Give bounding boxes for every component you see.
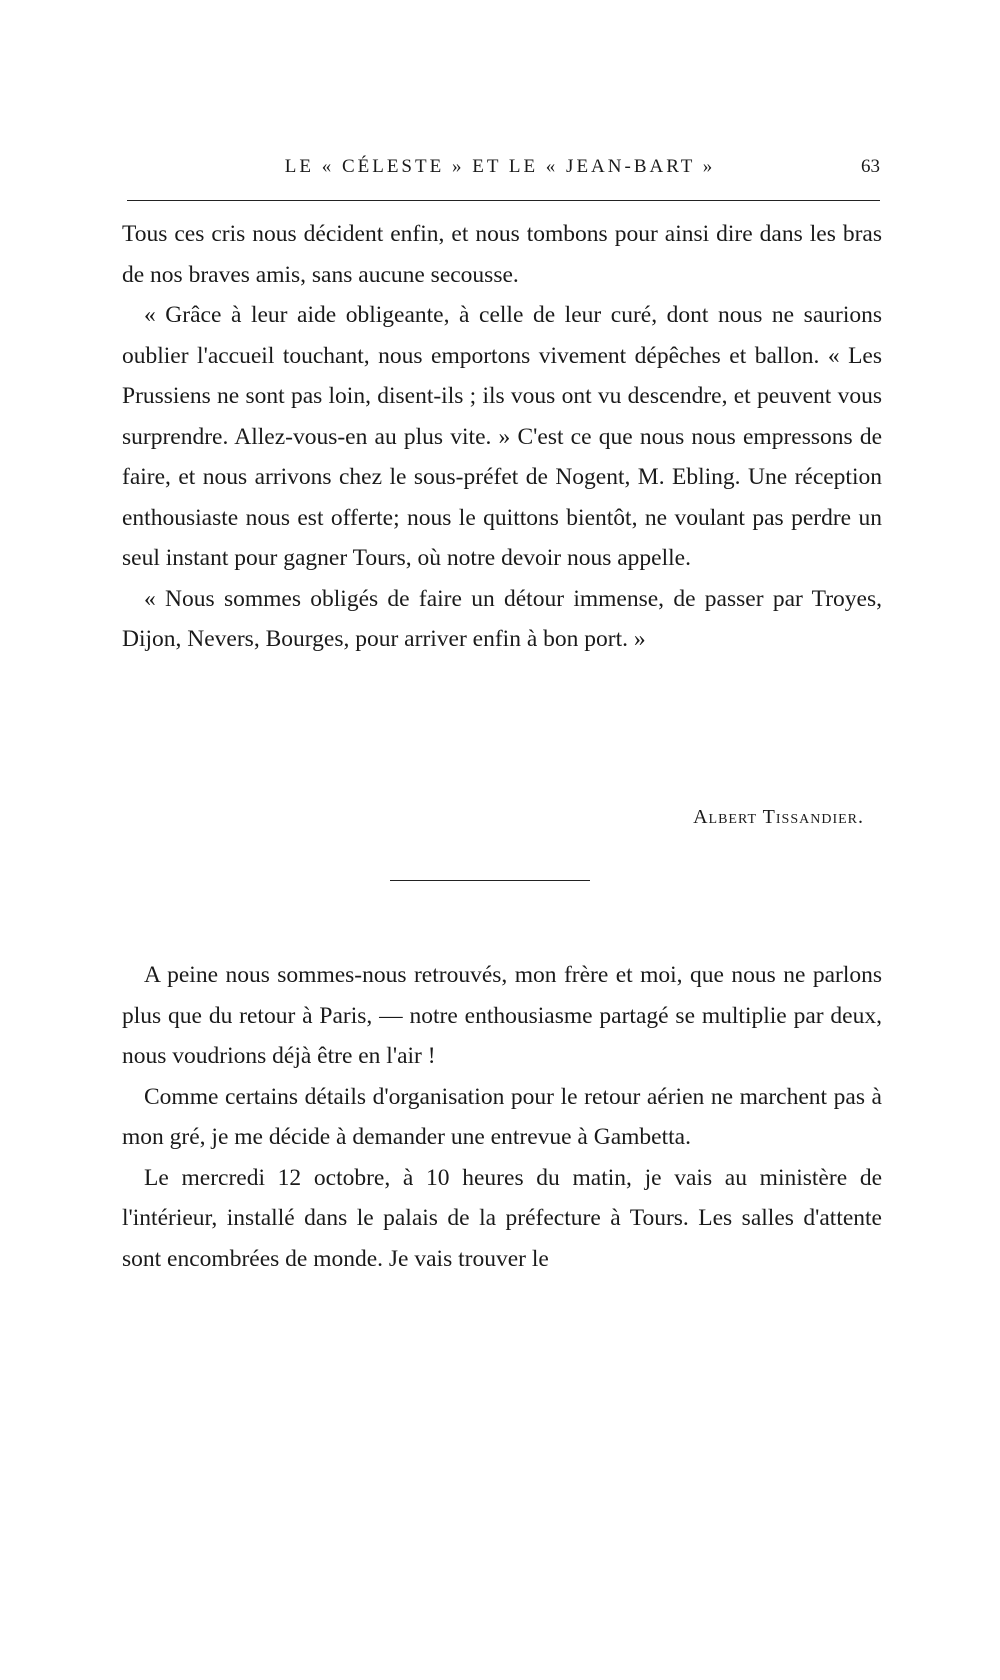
letter-paragraph-2: « Grâce à leur aide obligeante, à celle de leur curé, dont nous ne saurions oublier l'accueil touchant, nous emportons vivement dépêches et ballon. « Les Prussiens ne sont pas loin, disent-ils ; ils vous ont vu descendre, et peuvent vous surprendre. Allez-vous-en au plus vite. » C'est ce que nous nous empressons de faire, et nous arrivons chez le sous-préfet de Nogent, M. Ebling. Une réception enthousiaste nous est offerte; nous le quittons bientôt, ne voulant pas perdre un seul instant pour gagner Tours, où notre devoir nous appelle. bbox=[122, 302, 882, 571]
running-head bbox=[120, 156, 880, 186]
letter-paragraph-1: Tous ces cris nous décident enfin, et nous tombons pour ainsi dire dans les bras de nos braves amis, sans aucune secousse. bbox=[122, 221, 882, 288]
narrative-text bbox=[122, 955, 882, 1279]
section-divider bbox=[390, 880, 590, 881]
narrative-paragraph-3: Le mercredi 12 octobre, à 10 heures du matin, je vais au ministère de l'intérieur, installé dans le palais de la préfecture à Tours. Les salles d'attente sont encombrées de monde. Je vais trouver le bbox=[122, 1164, 882, 1272]
author-signature: Albert Tissandier. bbox=[693, 806, 864, 828]
letter-text bbox=[122, 214, 882, 660]
running-title: LE « CÉLESTE » ET LE « JEAN-BART » bbox=[284, 156, 716, 177]
narrative-paragraph-1: A peine nous sommes-nous retrouvés, mon frère et moi, que nous ne parlons plus que du retour à Paris, — notre enthousiasme partagé se multiplie par deux, nous voudrions déjà être en l'air ! bbox=[122, 962, 882, 1069]
page-number: 63 bbox=[861, 156, 880, 177]
narrative-paragraph-2: Comme certains détails d'organisation pour le retour aérien ne marchent pas à mon gré, je me décide à demander une entrevue à Gambetta. bbox=[122, 1083, 882, 1150]
header-rule bbox=[127, 200, 880, 201]
letter-paragraph-3: « Nous sommes obligés de faire un détour immense, de passer par Troyes, Dijon, Nevers, Bourges, pour arriver enfin à bon port. » bbox=[122, 585, 882, 652]
